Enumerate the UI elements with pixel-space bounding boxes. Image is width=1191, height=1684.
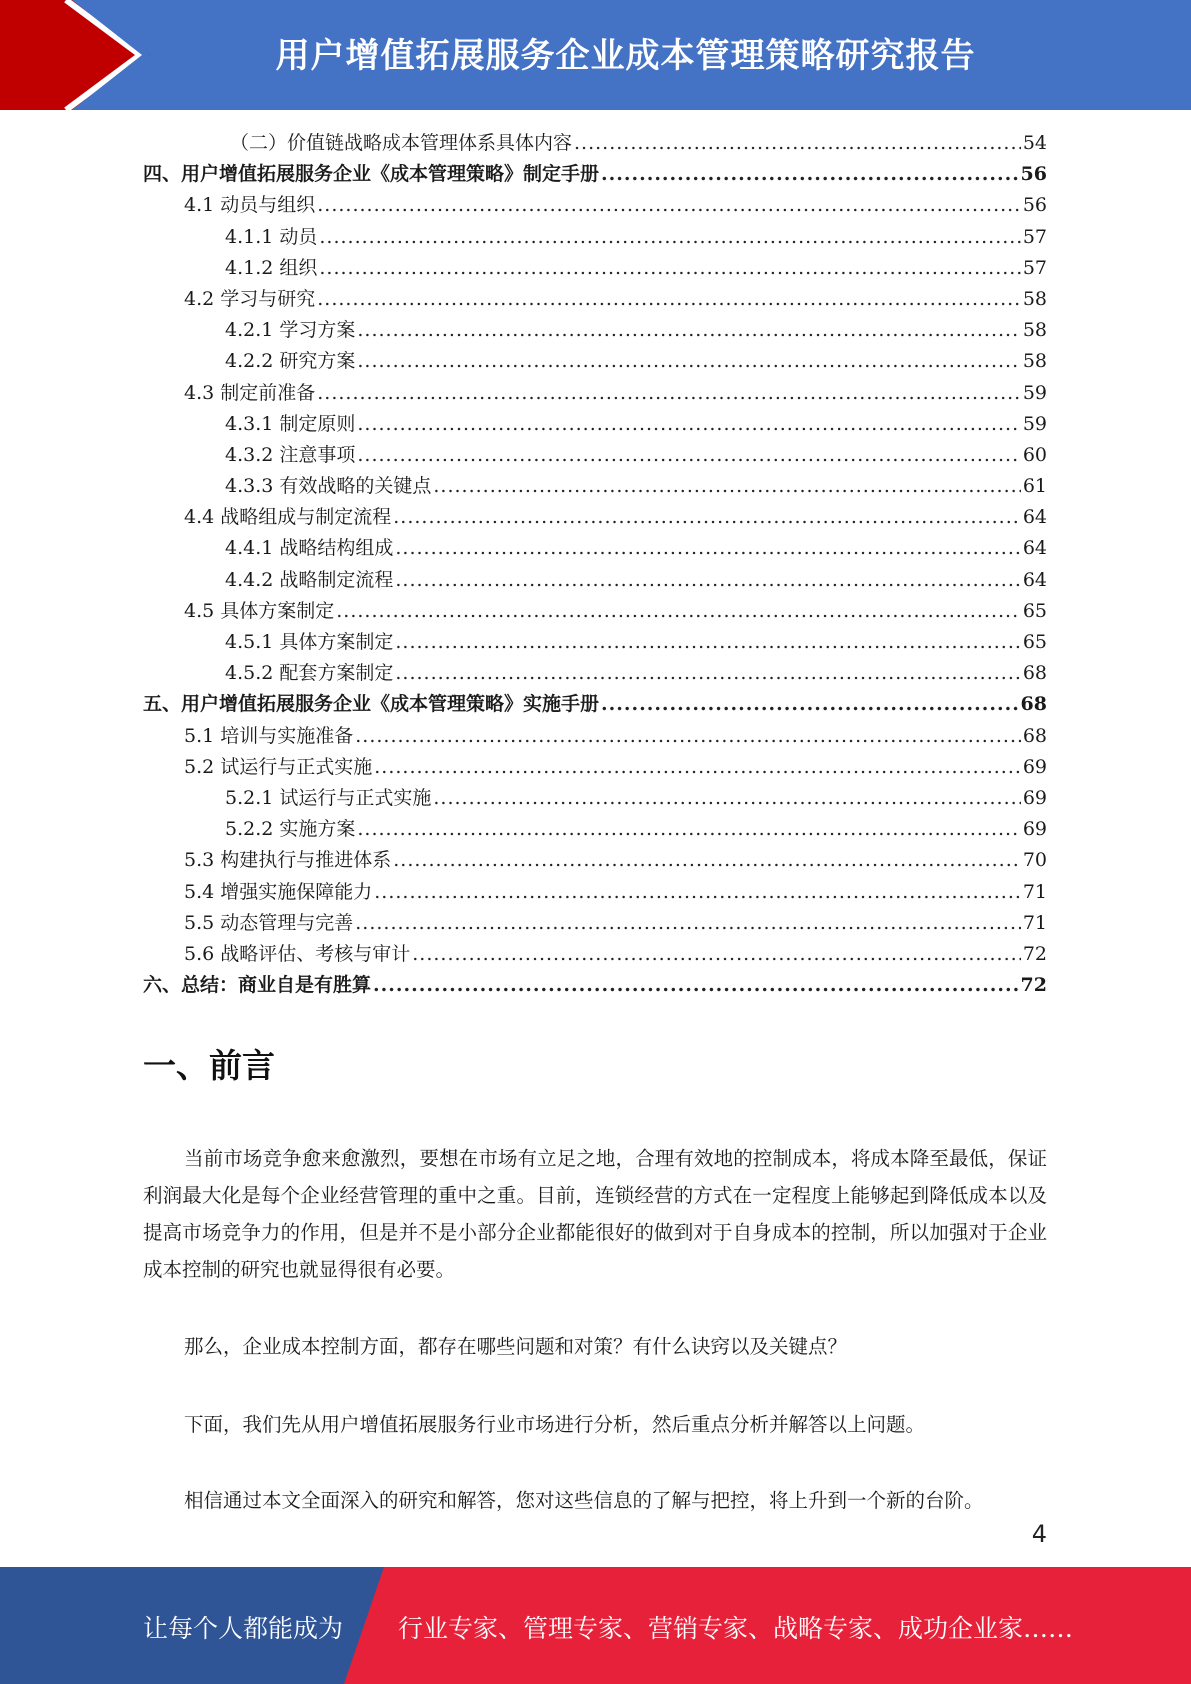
toc-entry[interactable] (143, 409, 1047, 440)
toc-dot-leader (601, 159, 1019, 190)
toc-entry-title: 4.2.2 研究方案 (225, 350, 356, 373)
toc-dot-leader (412, 939, 1021, 970)
toc-page-number: 68 (1020, 693, 1047, 716)
body-paragraph: 相信通过本文全面深入的研究和解答，您对这些信息的了解与把控，将上升到一个新的台阶。 (184, 1489, 984, 1512)
toc-dot-leader (317, 190, 1021, 221)
toc-entry-title: 5.1 培训与实施准备 (184, 724, 354, 747)
toc-entry[interactable] (143, 502, 1047, 533)
toc-dot-leader (574, 128, 1021, 159)
toc-entry[interactable] (143, 752, 1047, 783)
toc-entry-title: 5.4 增强实施保障能力 (184, 880, 373, 903)
toc-page-number: 54 (1022, 132, 1047, 154)
toc-page-number: 57 (1022, 256, 1047, 279)
toc-dot-leader (357, 440, 1020, 471)
toc-entry[interactable] (143, 814, 1047, 845)
toc-entry-title: 4.3 制定前准备 (184, 381, 316, 404)
toc-entry[interactable] (143, 783, 1047, 814)
toc-entry-title: 4.4 战略组成与制定流程 (184, 506, 392, 529)
toc-dot-leader (357, 315, 1020, 346)
toc-entry-title: 5.6 战略评估、考核与审计 (184, 942, 411, 965)
toc-entry[interactable] (143, 533, 1047, 564)
toc-page-number: 57 (1022, 225, 1047, 248)
toc-entry[interactable] (143, 471, 1047, 502)
toc-page-number: 71 (1022, 880, 1047, 903)
toc-page-number: 72 (1020, 974, 1047, 997)
toc-entry-title: 4.4.2 战略制定流程 (225, 568, 394, 591)
toc-dot-leader (393, 845, 1021, 876)
toc-entry[interactable] (143, 128, 1047, 159)
toc-dot-leader (393, 502, 1021, 533)
toc-entry[interactable] (143, 721, 1047, 752)
toc-entry-title: 4.2 学习与研究 (184, 287, 316, 310)
footer-slogan-right: 行业专家、管理专家、营销专家、战略专家、成功企业家…… (398, 1614, 1074, 1643)
toc-dot-leader (357, 409, 1020, 440)
page-number: 4 (1031, 1520, 1047, 1548)
toc-page-number: 58 (1022, 287, 1047, 310)
toc-entry-title: （二）价值链战略成本管理体系具体内容 (230, 132, 573, 154)
toc-dot-leader (336, 596, 1021, 627)
toc-entry[interactable] (143, 689, 1047, 720)
toc-entry-title: 4.5.2 配套方案制定 (225, 662, 394, 685)
toc-entry[interactable] (143, 253, 1047, 284)
toc-entry-title: 5.5 动态管理与完善 (184, 911, 354, 934)
toc-dot-leader (319, 222, 1020, 253)
toc-dot-leader (395, 533, 1020, 564)
toc-entry[interactable] (143, 565, 1047, 596)
toc-page-number: 65 (1022, 631, 1047, 653)
toc-entry-title: 4.3.2 注意事项 (225, 443, 356, 466)
toc-entry[interactable] (143, 908, 1047, 939)
toc-entry-title: 4.2.1 学习方案 (225, 319, 356, 342)
toc-dot-leader (374, 752, 1021, 783)
toc-page-number: 64 (1022, 537, 1047, 560)
toc-page-number: 58 (1022, 319, 1047, 342)
toc-entry[interactable] (143, 939, 1047, 970)
toc-entry-title: 4.5 具体方案制定 (184, 599, 335, 622)
toc-dot-leader (355, 908, 1021, 939)
toc-page-number: 61 (1022, 475, 1047, 498)
toc-page-number: 59 (1022, 381, 1047, 404)
body-paragraph: 那么，企业成本控制方面，都存在哪些问题和对策？有什么诀窍以及关键点？ (184, 1335, 848, 1358)
toc-page-number: 56 (1022, 194, 1047, 217)
toc-page-number: 69 (1022, 818, 1047, 841)
toc-entry-title: 4.3.3 有效战略的关键点 (225, 475, 432, 498)
toc-page-number: 69 (1022, 786, 1047, 809)
report-title: 用户增值拓展服务企业成本管理策略研究报告 (275, 36, 976, 76)
toc-dot-leader (433, 471, 1020, 502)
toc-entry[interactable] (143, 315, 1047, 346)
toc-page-number: 59 (1022, 412, 1047, 435)
toc-entry[interactable] (143, 596, 1047, 627)
toc-page-number: 70 (1022, 849, 1047, 872)
toc-entry[interactable] (143, 159, 1047, 190)
toc-entry[interactable] (143, 222, 1047, 253)
toc-dot-leader (319, 253, 1020, 284)
page-header (0, 0, 1191, 110)
toc-dot-leader (317, 378, 1021, 409)
toc-entry-title: 4.1.2 组织 (225, 256, 318, 279)
toc-entry[interactable] (143, 845, 1047, 876)
toc-entry[interactable] (143, 190, 1047, 221)
page-footer (0, 1567, 1191, 1684)
table-of-contents (143, 128, 1047, 1001)
toc-dot-leader (601, 689, 1019, 720)
toc-page-number: 56 (1020, 163, 1047, 186)
toc-dot-leader (355, 721, 1021, 752)
toc-dot-leader (395, 658, 1020, 689)
toc-entry[interactable] (143, 658, 1047, 689)
toc-page-number: 69 (1022, 755, 1047, 778)
toc-entry[interactable] (143, 378, 1047, 409)
toc-entry-title: 5.2 试运行与正式实施 (184, 755, 373, 778)
toc-entry[interactable] (143, 440, 1047, 471)
footer-slogan-left: 让每个人都能成为 (143, 1614, 344, 1643)
toc-entry-title: 5.3 构建执行与推进体系 (184, 849, 392, 872)
body-paragraph: 下面，我们先从用户增值拓展服务行业市场进行分析，然后重点分析并解答以上问题。 (184, 1413, 926, 1436)
section-heading: 一、前言 (143, 1046, 275, 1085)
toc-page-number: 72 (1022, 942, 1047, 965)
toc-dot-leader (395, 565, 1020, 596)
toc-page-number: 64 (1022, 568, 1047, 591)
toc-page-number: 65 (1022, 599, 1047, 622)
toc-entry[interactable] (143, 284, 1047, 315)
toc-page-number: 68 (1022, 724, 1047, 747)
toc-dot-leader (395, 627, 1020, 658)
body-paragraph: 当前市场竞争愈来愈激烈，要想在市场有立足之地，合理有效地的控制成本，将成本降至最低，保证利润最大化是每个企业经营管理的重中之重。目前，连锁经营的方式在一定程度上能够起到降低成本以及提高市场竞争力的作用，但是并不是小部分企业都能很好的做到对于自身成本的控制，所以加强对于企业成本控制的研究也就显得很有必要。 (143, 1147, 1047, 1281)
toc-dot-leader (433, 783, 1020, 814)
toc-entry-title: 5.2.2 实施方案 (225, 818, 356, 841)
toc-dot-leader (317, 284, 1021, 315)
toc-entry-title: 4.3.1 制定原则 (225, 412, 356, 435)
toc-entry-title: 4.5.1 具体方案制定 (225, 631, 394, 653)
toc-entry-title: 5.2.1 试运行与正式实施 (225, 786, 432, 809)
toc-dot-leader (357, 346, 1020, 377)
toc-entry[interactable] (143, 877, 1047, 908)
toc-entry[interactable] (143, 346, 1047, 377)
toc-entry-title: 五、用户增值拓展服务企业《成本管理策略》实施手册 (143, 693, 600, 716)
toc-dot-leader (373, 970, 1019, 1001)
toc-entry[interactable] (143, 970, 1047, 1001)
toc-dot-leader (374, 877, 1021, 908)
toc-page-number: 71 (1022, 911, 1047, 934)
toc-entry-title: 4.1 动员与组织 (184, 194, 316, 217)
toc-entry[interactable] (143, 627, 1047, 658)
toc-entry-title: 4.4.1 战略结构组成 (225, 537, 394, 560)
toc-entry-title: 六、总结：商业自是有胜算 (143, 974, 372, 997)
toc-page-number: 60 (1022, 443, 1047, 466)
toc-entry-title: 4.1.1 动员 (225, 225, 318, 248)
toc-page-number: 68 (1022, 662, 1047, 685)
toc-dot-leader (357, 814, 1020, 845)
toc-page-number: 64 (1022, 506, 1047, 529)
toc-entry-title: 四、用户增值拓展服务企业《成本管理策略》制定手册 (143, 163, 600, 186)
red-chevron-decoration (0, 0, 150, 110)
toc-page-number: 58 (1022, 350, 1047, 373)
